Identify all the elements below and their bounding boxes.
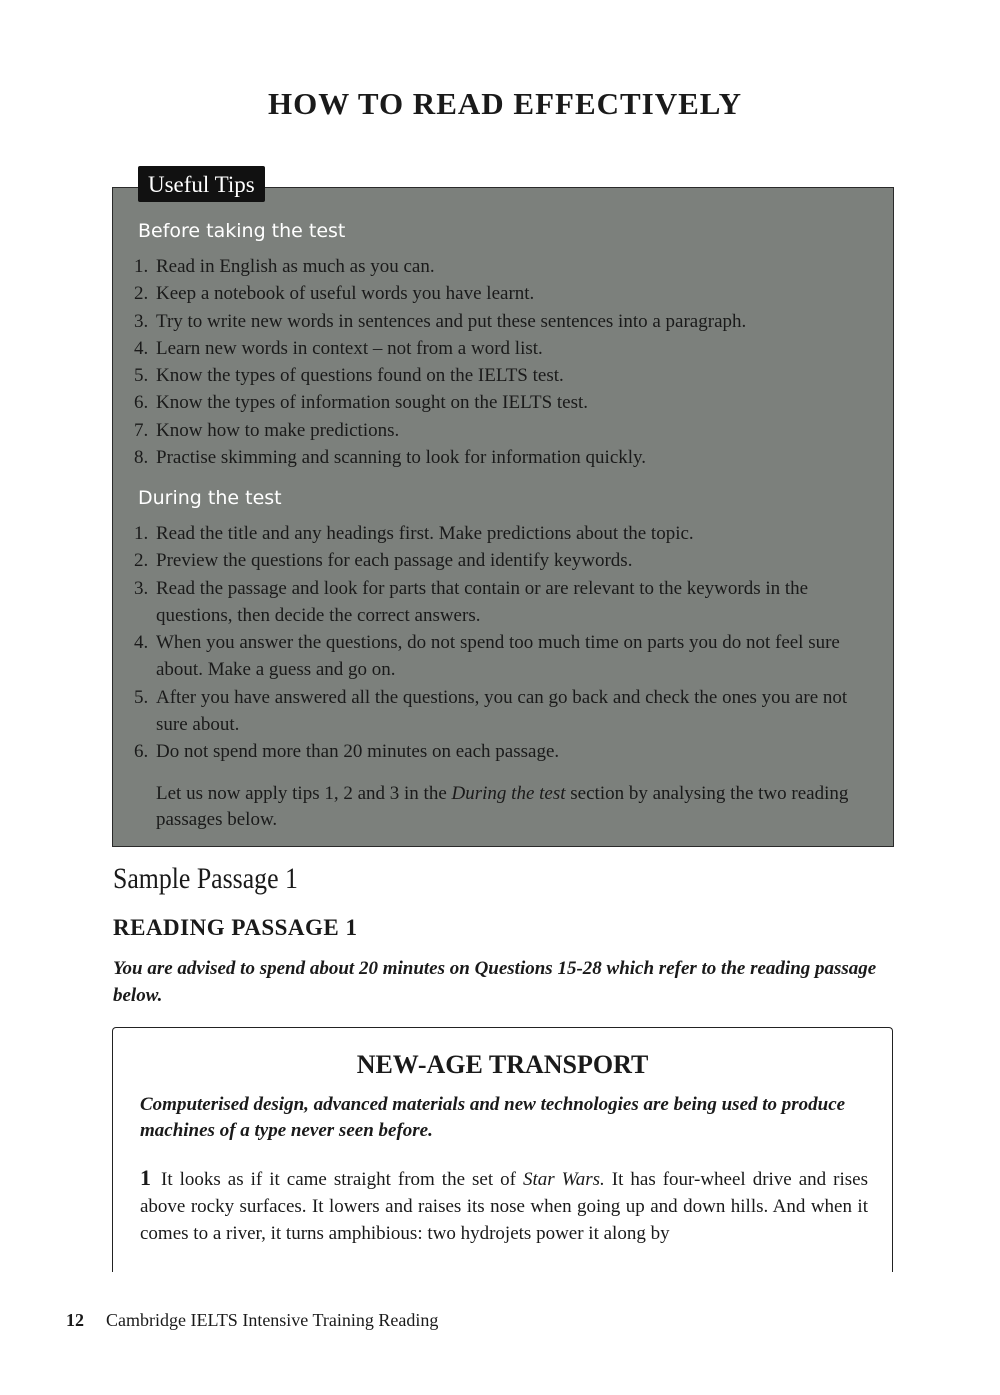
list-item: 3. Try to write new words in sentences and put these sentences into a paragraph.	[134, 310, 747, 332]
list-item: 1. Read the title and any headings first. Make predictions about the topic.	[134, 523, 694, 544]
page-number: 12	[66, 1310, 84, 1330]
reading-passage-label: READING PASSAGE 1	[113, 915, 358, 940]
sample-passage-title: Sample Passage 1	[113, 862, 298, 895]
list-item: 5. After you have answered all the questions, you can go back and check the ones you are not sure about.	[134, 686, 848, 736]
before-test-list	[134, 253, 874, 471]
tips-outro: Let us now apply tips 1, 2 and 3 in the During the test section by analysing the two reading passages below.	[156, 783, 849, 830]
useful-tips-tab: Useful Tips	[138, 166, 265, 202]
list-item: 4. When you answer the questions, do not spend too much time on parts you do not feel sure about. Make a guess and go on.	[134, 632, 840, 681]
before-test-heading: Before taking the test	[138, 220, 346, 242]
during-test-heading: During the test	[138, 487, 282, 509]
article-paragraph: 1 It looks as if it came straight from the set of Star Wars. It has four-wheel drive and rises above rocky surfaces. It lowers and raises its nose when going up and down hills. And when it comes to a river, it turns amphibious: two hydrojets power it along by	[140, 1165, 869, 1244]
article-title: NEW-AGE TRANSPORT	[356, 1050, 649, 1079]
page-title: HOW TO READ EFFECTIVELY	[267, 86, 743, 121]
book-subject: Reading	[378, 1310, 439, 1330]
paragraph-number: 1	[140, 1165, 151, 1190]
list-item: 2. Preview the questions for each passage and identify keywords.	[134, 550, 633, 572]
list-item: 8. Practise skimming and scanning to look for information quickly.	[134, 447, 647, 469]
list-item: 4. Learn new words in context – not from a word list.	[134, 337, 543, 359]
list-item: 2. Keep a notebook of useful words you have learnt.	[134, 283, 535, 305]
list-item: 3. Read the passage and look for parts that contain or are relevant to the keywords in the questions, then decide the correct answers.	[134, 577, 809, 626]
book-title: Cambridge IELTS Intensive Training	[106, 1310, 374, 1330]
list-item: 7. Know how to make predictions.	[134, 419, 400, 441]
article-subtitle: Computerised design, advanced materials and new technologies are being used to produce machines of a type never seen before.	[140, 1094, 846, 1141]
list-item: 1. Read in English as much as you can.	[134, 256, 435, 277]
during-test-list	[134, 520, 874, 766]
page-footer	[66, 1310, 438, 1331]
list-item: 6. Know the types of information sought on the IELTS test.	[134, 392, 589, 414]
list-item: 5. Know the types of questions found on the IELTS test.	[134, 365, 564, 387]
passage-instruction: You are advised to spend about 20 minutes on Questions 15-28 which refer to the reading passage below.	[113, 958, 877, 1006]
list-item: 6. Do not spend more than 20 minutes on each passage.	[134, 741, 560, 763]
